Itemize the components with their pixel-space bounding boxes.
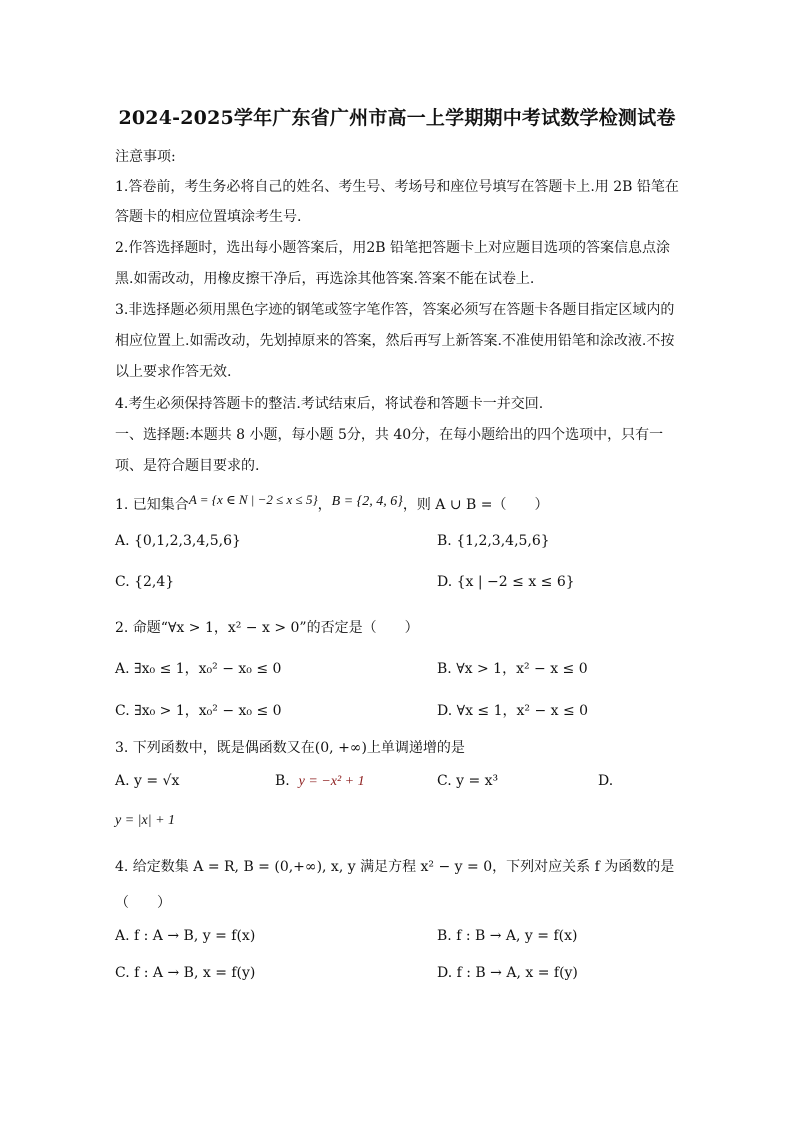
section-heading-cont: 项、是符合题目要求的. bbox=[115, 458, 260, 474]
q3-option-c: C. y = x³ bbox=[437, 773, 499, 789]
question-4-stem: 4. 给定数集 A = R, B = (0,+∞), x, y 满足方程 x² − y = 0，下列对应关系 f 为函数的是 bbox=[115, 859, 675, 875]
q2-option-d: D. ∀x ≤ 1，x² − x ≤ 0 bbox=[437, 703, 589, 719]
question-2-stem: 2. 命题“∀x > 1，x² − x > 0”的否定是（ ） bbox=[115, 620, 419, 636]
q1-option-b: B. {1,2,3,4,5,6} bbox=[437, 533, 550, 549]
q3-option-b-expr: y = −x² + 1 bbox=[298, 774, 365, 789]
q4-option-b: B. f : B → A, y = f(x) bbox=[437, 928, 578, 944]
question-3-stem: 3. 下列函数中，既是偶函数又在(0, +∞)上单调递增的是 bbox=[115, 740, 465, 756]
notice-line: 2.作答选择题时，选出每小题答案后，用2B 铅笔把答题卡上对应题目选项的答案信息点涂 bbox=[115, 240, 671, 256]
q1-option-a: A. {0,1,2,3,4,5,6} bbox=[115, 533, 241, 549]
q3-option-b-label: B. bbox=[275, 773, 290, 789]
q4-option-c: C. f : A → B, x = f(y) bbox=[115, 965, 256, 981]
question-1-stem bbox=[115, 494, 549, 514]
q2-option-c: C. ∃x₀ > 1，x₀² − x₀ ≤ 0 bbox=[115, 703, 282, 719]
notice-line: 以上要求作答无效. bbox=[115, 364, 232, 380]
q1-set-b: B = {2, 4, 6} bbox=[331, 494, 403, 509]
notice-line: 4.考生必须保持答题卡的整洁.考试结束后，将试卷和答题卡一并交回. bbox=[115, 396, 544, 412]
notice-line: 黑.如需改动，用橡皮擦干净后，再选涂其他答案.答案不能在试卷上. bbox=[115, 271, 535, 287]
q4-option-a: A. f : A → B, y = f(x) bbox=[115, 928, 256, 944]
q2-option-a: A. ∃x₀ ≤ 1，x₀² − x₀ ≤ 0 bbox=[115, 661, 282, 677]
q1-option-c: C. {2,4} bbox=[115, 574, 175, 590]
q1-option-d: D. {x | −2 ≤ x ≤ 6} bbox=[437, 574, 575, 590]
q3-option-d-expr: y = |x| + 1 bbox=[115, 813, 176, 828]
q4-answer-paren: （ ） bbox=[115, 895, 171, 911]
notice-line: 相应位置上.如需改动，先划掉原来的答案，然后再写上新答案.不准使用铅笔和涂改液.不按 bbox=[115, 333, 675, 349]
q1-stem-post: ，则 A ∪ B =（ ） bbox=[402, 497, 549, 513]
notice-line: 答题卡的相应位置填涂考生号. bbox=[115, 209, 302, 225]
q1-set-a: A = {x ∈ N | −2 ≤ x ≤ 5} bbox=[188, 492, 318, 507]
q1-stem-pre: 1. 已知集合 bbox=[115, 497, 189, 513]
section-heading: 一、选择题:本题共 8 小题，每小题 5分，共 40分，在每小题给出的四个选项中，只有一 bbox=[115, 427, 664, 443]
q3-option-a: A. y = √x bbox=[115, 773, 180, 789]
q1-sep: ， bbox=[317, 497, 332, 513]
q2-option-b: B. ∀x > 1，x² − x ≤ 0 bbox=[437, 661, 588, 677]
notice-line: 1.答卷前，考生务必将自己的姓名、考生号、考场号和座位号填写在答题卡上.用 2B 铅笔在 bbox=[115, 179, 679, 195]
notice-heading: 注意事项: bbox=[115, 149, 176, 165]
exam-title: 2024-2025学年广东省广州市高一上学期期中考试数学检测试卷 bbox=[118, 107, 676, 129]
q3-option-b bbox=[275, 773, 365, 790]
q4-option-d: D. f : B → A, x = f(y) bbox=[437, 965, 578, 981]
notice-line: 3.非选择题必须用黑色字迹的钢笔或签字笔作答，答案必须写在答题卡各题目指定区域内的 bbox=[115, 302, 675, 318]
q3-option-d: D. bbox=[598, 773, 614, 789]
